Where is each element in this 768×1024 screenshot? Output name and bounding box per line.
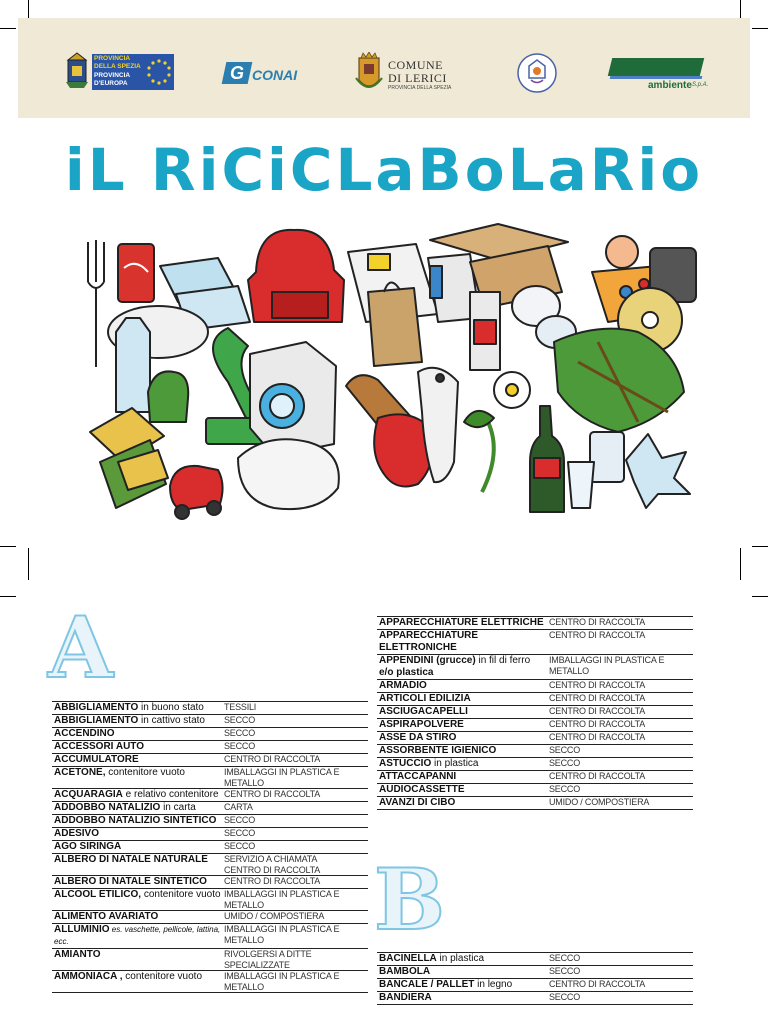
page-title bbox=[0, 124, 768, 214]
crop-mark bbox=[752, 28, 768, 29]
table-row bbox=[377, 953, 693, 966]
entry-term bbox=[52, 924, 222, 949]
entry-term-name: ALIMENTO AVARIATO bbox=[54, 911, 159, 922]
destination-label: SECCO bbox=[549, 758, 581, 768]
table-row bbox=[377, 680, 693, 693]
destination-label: IMBALLAGGI IN PLASTICA E METALLO bbox=[224, 767, 340, 788]
lerici-crest-icon bbox=[354, 52, 384, 94]
entry-destination bbox=[222, 702, 368, 715]
entry-destination bbox=[222, 854, 368, 876]
destination-label: CENTRO DI RACCOLTA bbox=[549, 732, 646, 742]
entry-qualifier: in cattivo stato bbox=[138, 715, 205, 726]
table-row bbox=[52, 949, 368, 971]
destination-label: CENTRO DI RACCOLTA bbox=[224, 754, 321, 764]
provincia-line2: DELLA SPEZIA bbox=[94, 63, 141, 70]
entry-destination bbox=[222, 971, 368, 993]
entry-term-name: AMIANTO bbox=[54, 949, 101, 960]
entry-term-name: ASPIRAPOLVERE bbox=[379, 719, 464, 730]
entry-destination bbox=[547, 979, 693, 992]
table-row bbox=[377, 706, 693, 719]
destination-label: SECCO bbox=[549, 745, 581, 755]
destination-label: UMIDO / COMPOSTIERA bbox=[224, 911, 325, 921]
entry-term bbox=[377, 992, 547, 1005]
entry-destination bbox=[222, 876, 368, 889]
entry-term bbox=[52, 889, 222, 911]
entry-qualifier: in legno bbox=[474, 979, 513, 990]
entry-qualifier: in plastica bbox=[431, 758, 479, 769]
crop-mark bbox=[0, 546, 16, 547]
entry-term bbox=[52, 715, 222, 728]
destination-label: CENTRO DI RACCOLTA bbox=[549, 630, 646, 640]
destination-label: IMBALLAGGI IN PLASTICA E METALLO bbox=[224, 924, 340, 945]
entry-term bbox=[52, 702, 222, 715]
sponsor-logo-band bbox=[18, 18, 750, 118]
table-row bbox=[377, 693, 693, 706]
provincia-line3: PROVINCIA bbox=[94, 72, 131, 79]
doll-icon bbox=[606, 236, 638, 268]
destination-label: IMBALLAGGI IN PLASTICA E METALLO bbox=[224, 971, 340, 992]
entry-term bbox=[377, 732, 547, 745]
acam-stripe bbox=[610, 76, 703, 79]
entry-destination bbox=[547, 680, 693, 693]
entry-term bbox=[52, 854, 222, 876]
entry-term bbox=[52, 728, 222, 741]
destination-label: CENTRO DI RACCOLTA bbox=[549, 706, 646, 716]
entry-qualifier: contenitore vuoto bbox=[105, 767, 185, 778]
destination-label: TESSILI bbox=[224, 702, 257, 712]
entry-term bbox=[52, 802, 222, 815]
table-row bbox=[52, 911, 368, 924]
entry-term-name: ALBERO DI NATALE NATURALE bbox=[54, 854, 208, 865]
destination-label: IMBALLAGGI IN PLASTICA E METALLO bbox=[549, 655, 665, 676]
comune-line3: PROVINCIA DELLA SPEZIA bbox=[388, 85, 452, 91]
destination-label: SECCO bbox=[224, 728, 256, 738]
table-row bbox=[377, 797, 693, 810]
table-row bbox=[377, 979, 693, 992]
entry-term-name: ALLUMINIO bbox=[54, 924, 110, 935]
entry-term-name: ADESIVO bbox=[54, 828, 100, 839]
destination-label: IMBALLAGGI IN PLASTICA E METALLO bbox=[224, 889, 340, 910]
entry-term-name: APPENDINI (grucce) bbox=[379, 655, 476, 666]
conai-label: CONAI bbox=[252, 67, 298, 83]
entry-term-name: BANDIERA bbox=[379, 992, 432, 1003]
entry-term-name: ACCESSORI AUTO bbox=[54, 741, 145, 752]
entry-destination bbox=[547, 758, 693, 771]
crop-mark bbox=[0, 28, 16, 29]
entry-destination bbox=[547, 655, 693, 680]
table-row bbox=[52, 828, 368, 841]
table-row bbox=[377, 771, 693, 784]
entry-term bbox=[377, 784, 547, 797]
paper-bag-icon bbox=[368, 288, 422, 366]
entry-term bbox=[377, 680, 547, 693]
table-row bbox=[377, 966, 693, 979]
destination-label: SECCO bbox=[549, 966, 581, 976]
table-row bbox=[52, 815, 368, 828]
entry-destination bbox=[547, 745, 693, 758]
glass-icon bbox=[568, 462, 594, 508]
entry-term bbox=[377, 706, 547, 719]
acam-sub: ambiente bbox=[648, 80, 692, 91]
table-row bbox=[52, 715, 368, 728]
entry-term-name: ALCOOL ETILICO, bbox=[54, 889, 142, 900]
destination-label: SERVIZIO A CHIAMATA bbox=[224, 854, 318, 864]
entry-term bbox=[377, 797, 547, 810]
entry-term bbox=[52, 911, 222, 924]
entry-qualifier: contenitore vuoto bbox=[122, 971, 203, 982]
table-row bbox=[52, 802, 368, 815]
entry-qualifier: in buono stato bbox=[138, 702, 204, 713]
table-row bbox=[52, 754, 368, 767]
entry-destination bbox=[222, 828, 368, 841]
entry-term bbox=[52, 815, 222, 828]
table-row bbox=[377, 719, 693, 732]
conai-logo bbox=[224, 62, 304, 88]
entry-destination bbox=[547, 966, 693, 979]
destination-label: CENTRO DI RACCOLTA bbox=[549, 771, 646, 781]
entry-term bbox=[52, 754, 222, 767]
entry-term-name: ASCIUGACAPELLI bbox=[379, 706, 468, 717]
acam-logo bbox=[610, 56, 709, 92]
destination-label: CARTA bbox=[224, 802, 253, 812]
table-row bbox=[52, 702, 368, 715]
entry-term bbox=[52, 876, 222, 889]
table-row bbox=[52, 924, 368, 949]
destination-label: CENTRO DI RACCOLTA bbox=[549, 719, 646, 729]
entry-term bbox=[52, 741, 222, 754]
table-row bbox=[377, 655, 693, 680]
crop-mark bbox=[740, 548, 741, 580]
table-row bbox=[52, 854, 368, 876]
provincia-line1: PROVINCIA bbox=[94, 55, 131, 62]
entry-term bbox=[377, 617, 547, 630]
destination-label: RIVOLGERSI A DITTE SPECIALIZZATE bbox=[224, 949, 312, 970]
entry-term bbox=[52, 971, 222, 993]
jar-icon bbox=[590, 432, 624, 482]
dictionary-table-a bbox=[52, 701, 368, 993]
table-row bbox=[52, 876, 368, 889]
entry-term bbox=[377, 979, 547, 992]
entry-term-name: APPARECCHIATURE ELETTRONICHE bbox=[379, 630, 479, 653]
entry-term-name: APPARECCHIATURE ELETTRICHE bbox=[379, 617, 544, 628]
destination-label: CENTRO DI RACCOLTA bbox=[224, 789, 321, 799]
entry-term-name: ADDOBBO NATALIZIO SINTETICO bbox=[54, 815, 217, 826]
crop-mark bbox=[752, 596, 768, 597]
entry-term-name: ALBERO DI NATALE SINTETICO bbox=[54, 876, 207, 887]
destination-label: SECCO bbox=[224, 715, 256, 725]
entry-term-name: ARTICOLI EDILIZIA bbox=[379, 693, 471, 704]
table-row bbox=[377, 784, 693, 797]
entry-term bbox=[377, 745, 547, 758]
entry-destination bbox=[222, 841, 368, 854]
entry-term bbox=[377, 693, 547, 706]
destination-label: CENTRO DI RACCOLTA bbox=[549, 693, 646, 703]
table-row bbox=[377, 745, 693, 758]
entry-term bbox=[377, 719, 547, 732]
destination-label: CENTRO DI RACCOLTA bbox=[549, 617, 646, 627]
page-title-text: iL RiCiCLaBoLaRio bbox=[64, 136, 704, 204]
destination-label: CENTRO DI RACCOLTA bbox=[224, 876, 321, 886]
provincia-crest-icon bbox=[64, 52, 90, 90]
acam-suffix: S.p.A. bbox=[692, 82, 709, 88]
comune-line1: COMUNE bbox=[388, 58, 444, 72]
entry-destination bbox=[547, 719, 693, 732]
entry-term bbox=[377, 758, 547, 771]
entry-term-name: ABBIGLIAMENTO bbox=[54, 702, 139, 713]
destination-label: CENTRO DI RACCOLTA bbox=[224, 864, 321, 875]
entry-destination bbox=[222, 911, 368, 924]
crop-mark bbox=[28, 0, 29, 18]
entry-term-name: AUDIOCASSETTE bbox=[379, 784, 465, 795]
entry-destination bbox=[222, 815, 368, 828]
entry-destination bbox=[222, 924, 368, 949]
green-bag-icon bbox=[148, 371, 188, 422]
entry-term-name: ARMADIO bbox=[379, 680, 427, 691]
table-row bbox=[377, 617, 693, 630]
table-row bbox=[52, 841, 368, 854]
entry-term-name: ASTUCCIO bbox=[379, 758, 432, 769]
entry-destination bbox=[547, 797, 693, 810]
entry-term-name: ATTACCAPANNI bbox=[379, 771, 457, 782]
entry-destination bbox=[547, 732, 693, 745]
acam-mark-icon bbox=[608, 58, 704, 76]
entry-term bbox=[52, 767, 222, 789]
entry-term bbox=[52, 949, 222, 971]
dictionary-table-b bbox=[377, 952, 693, 1005]
entry-destination bbox=[547, 617, 693, 630]
destination-label: SECCO bbox=[224, 841, 256, 851]
entry-term bbox=[377, 953, 547, 966]
entry-term-name: AMMONIACA , bbox=[54, 971, 123, 982]
entry-qualifier: contenitore vuoto bbox=[141, 889, 221, 900]
destination-label: SECCO bbox=[549, 784, 581, 794]
conai-g: G bbox=[230, 63, 245, 83]
entry-term-name: ABBIGLIAMENTO bbox=[54, 715, 139, 726]
entry-term bbox=[52, 789, 222, 802]
entry-term-name: BAMBOLA bbox=[379, 966, 431, 977]
table-row bbox=[377, 630, 693, 655]
eu-stars-icon bbox=[146, 58, 172, 86]
entry-qualifier: es. vaschette, pellicole, lattina, ecc. bbox=[54, 925, 221, 946]
entry-term bbox=[377, 771, 547, 784]
entry-destination bbox=[547, 953, 693, 966]
destination-label: CENTRO DI RACCOLTA bbox=[549, 979, 646, 989]
entry-term bbox=[377, 630, 547, 655]
entry-term bbox=[52, 841, 222, 854]
entry-qualifier: e relativo contenitore bbox=[122, 789, 219, 800]
entry-qualifier: in plastica bbox=[436, 953, 485, 964]
section-letter-b: B bbox=[374, 850, 445, 949]
destination-label: SECCO bbox=[224, 741, 256, 751]
table-row bbox=[52, 767, 368, 789]
table-row bbox=[52, 741, 368, 754]
entry-term bbox=[377, 655, 547, 680]
plastic-bag-icon bbox=[238, 439, 339, 509]
provincia-logo bbox=[92, 54, 174, 90]
entry-destination bbox=[547, 706, 693, 719]
crop-mark bbox=[28, 548, 29, 580]
waste-objects-illustration bbox=[78, 222, 700, 522]
entry-term bbox=[377, 966, 547, 979]
broken-glass-icon bbox=[626, 434, 690, 508]
table-row bbox=[52, 889, 368, 911]
entry-destination bbox=[222, 789, 368, 802]
table-row bbox=[377, 992, 693, 1005]
entry-destination bbox=[222, 802, 368, 815]
crop-mark bbox=[740, 0, 741, 18]
provincia-line4: D'EUROPA bbox=[94, 80, 128, 87]
entry-term-name: AVANZI DI CIBO bbox=[379, 797, 456, 808]
crop-mark bbox=[0, 596, 16, 597]
entry-destination bbox=[222, 949, 368, 971]
destination-label: SECCO bbox=[549, 953, 581, 963]
entry-destination bbox=[547, 771, 693, 784]
entry-term-name: BANCALE / PALLET bbox=[379, 979, 475, 990]
fork-icon bbox=[88, 240, 104, 367]
entry-term-name: ACETONE, bbox=[54, 767, 106, 778]
destination-label: SECCO bbox=[549, 992, 581, 1002]
entry-destination bbox=[547, 992, 693, 1005]
entry-term-name: ASSORBENTE IGIENICO bbox=[379, 745, 497, 756]
entry-destination bbox=[547, 693, 693, 706]
entry-destination bbox=[222, 728, 368, 741]
entry-qualifier: in fil di ferro bbox=[475, 655, 531, 666]
entry-qualifier: in carta bbox=[160, 802, 196, 813]
entry-destination bbox=[222, 889, 368, 911]
entry-destination bbox=[547, 630, 693, 655]
entry-term-name: AGO SIRINGA bbox=[54, 841, 122, 852]
entry-term-name: ACCUMULATORE bbox=[54, 754, 139, 765]
dictionary-table-a-continued bbox=[377, 616, 693, 810]
comune-line2: DI LERICI bbox=[388, 71, 447, 85]
entry-destination bbox=[222, 767, 368, 789]
round-emblem-icon bbox=[516, 52, 558, 94]
table-row bbox=[52, 789, 368, 802]
entry-term-name: BACINELLA bbox=[379, 953, 437, 964]
entry-term bbox=[52, 828, 222, 841]
entry-term-name: ACCENDINO bbox=[54, 728, 115, 739]
entry-destination bbox=[547, 784, 693, 797]
table-row bbox=[52, 728, 368, 741]
entry-term-name: ACQUARAGIA bbox=[54, 789, 123, 800]
destination-label: SECCO bbox=[224, 828, 256, 838]
destination-label: CENTRO DI RACCOLTA bbox=[549, 680, 646, 690]
table-row bbox=[377, 758, 693, 771]
destination-label: UMIDO / COMPOSTIERA bbox=[549, 797, 650, 807]
can-icon bbox=[118, 244, 154, 302]
table-row bbox=[52, 971, 368, 993]
entry-qualifier: e/o plastica bbox=[379, 667, 434, 678]
destination-label: SECCO bbox=[224, 815, 256, 825]
plastic-bottle-icon bbox=[116, 318, 150, 412]
entry-term-name: ASSE DA STIRO bbox=[379, 732, 457, 743]
entry-destination bbox=[222, 741, 368, 754]
entry-destination bbox=[222, 715, 368, 728]
table-row bbox=[377, 732, 693, 745]
entry-destination bbox=[222, 754, 368, 767]
entry-term-name: ADDOBBO NATALIZIO bbox=[54, 802, 161, 813]
section-letter-a: A bbox=[48, 598, 114, 697]
crop-mark bbox=[752, 546, 768, 547]
